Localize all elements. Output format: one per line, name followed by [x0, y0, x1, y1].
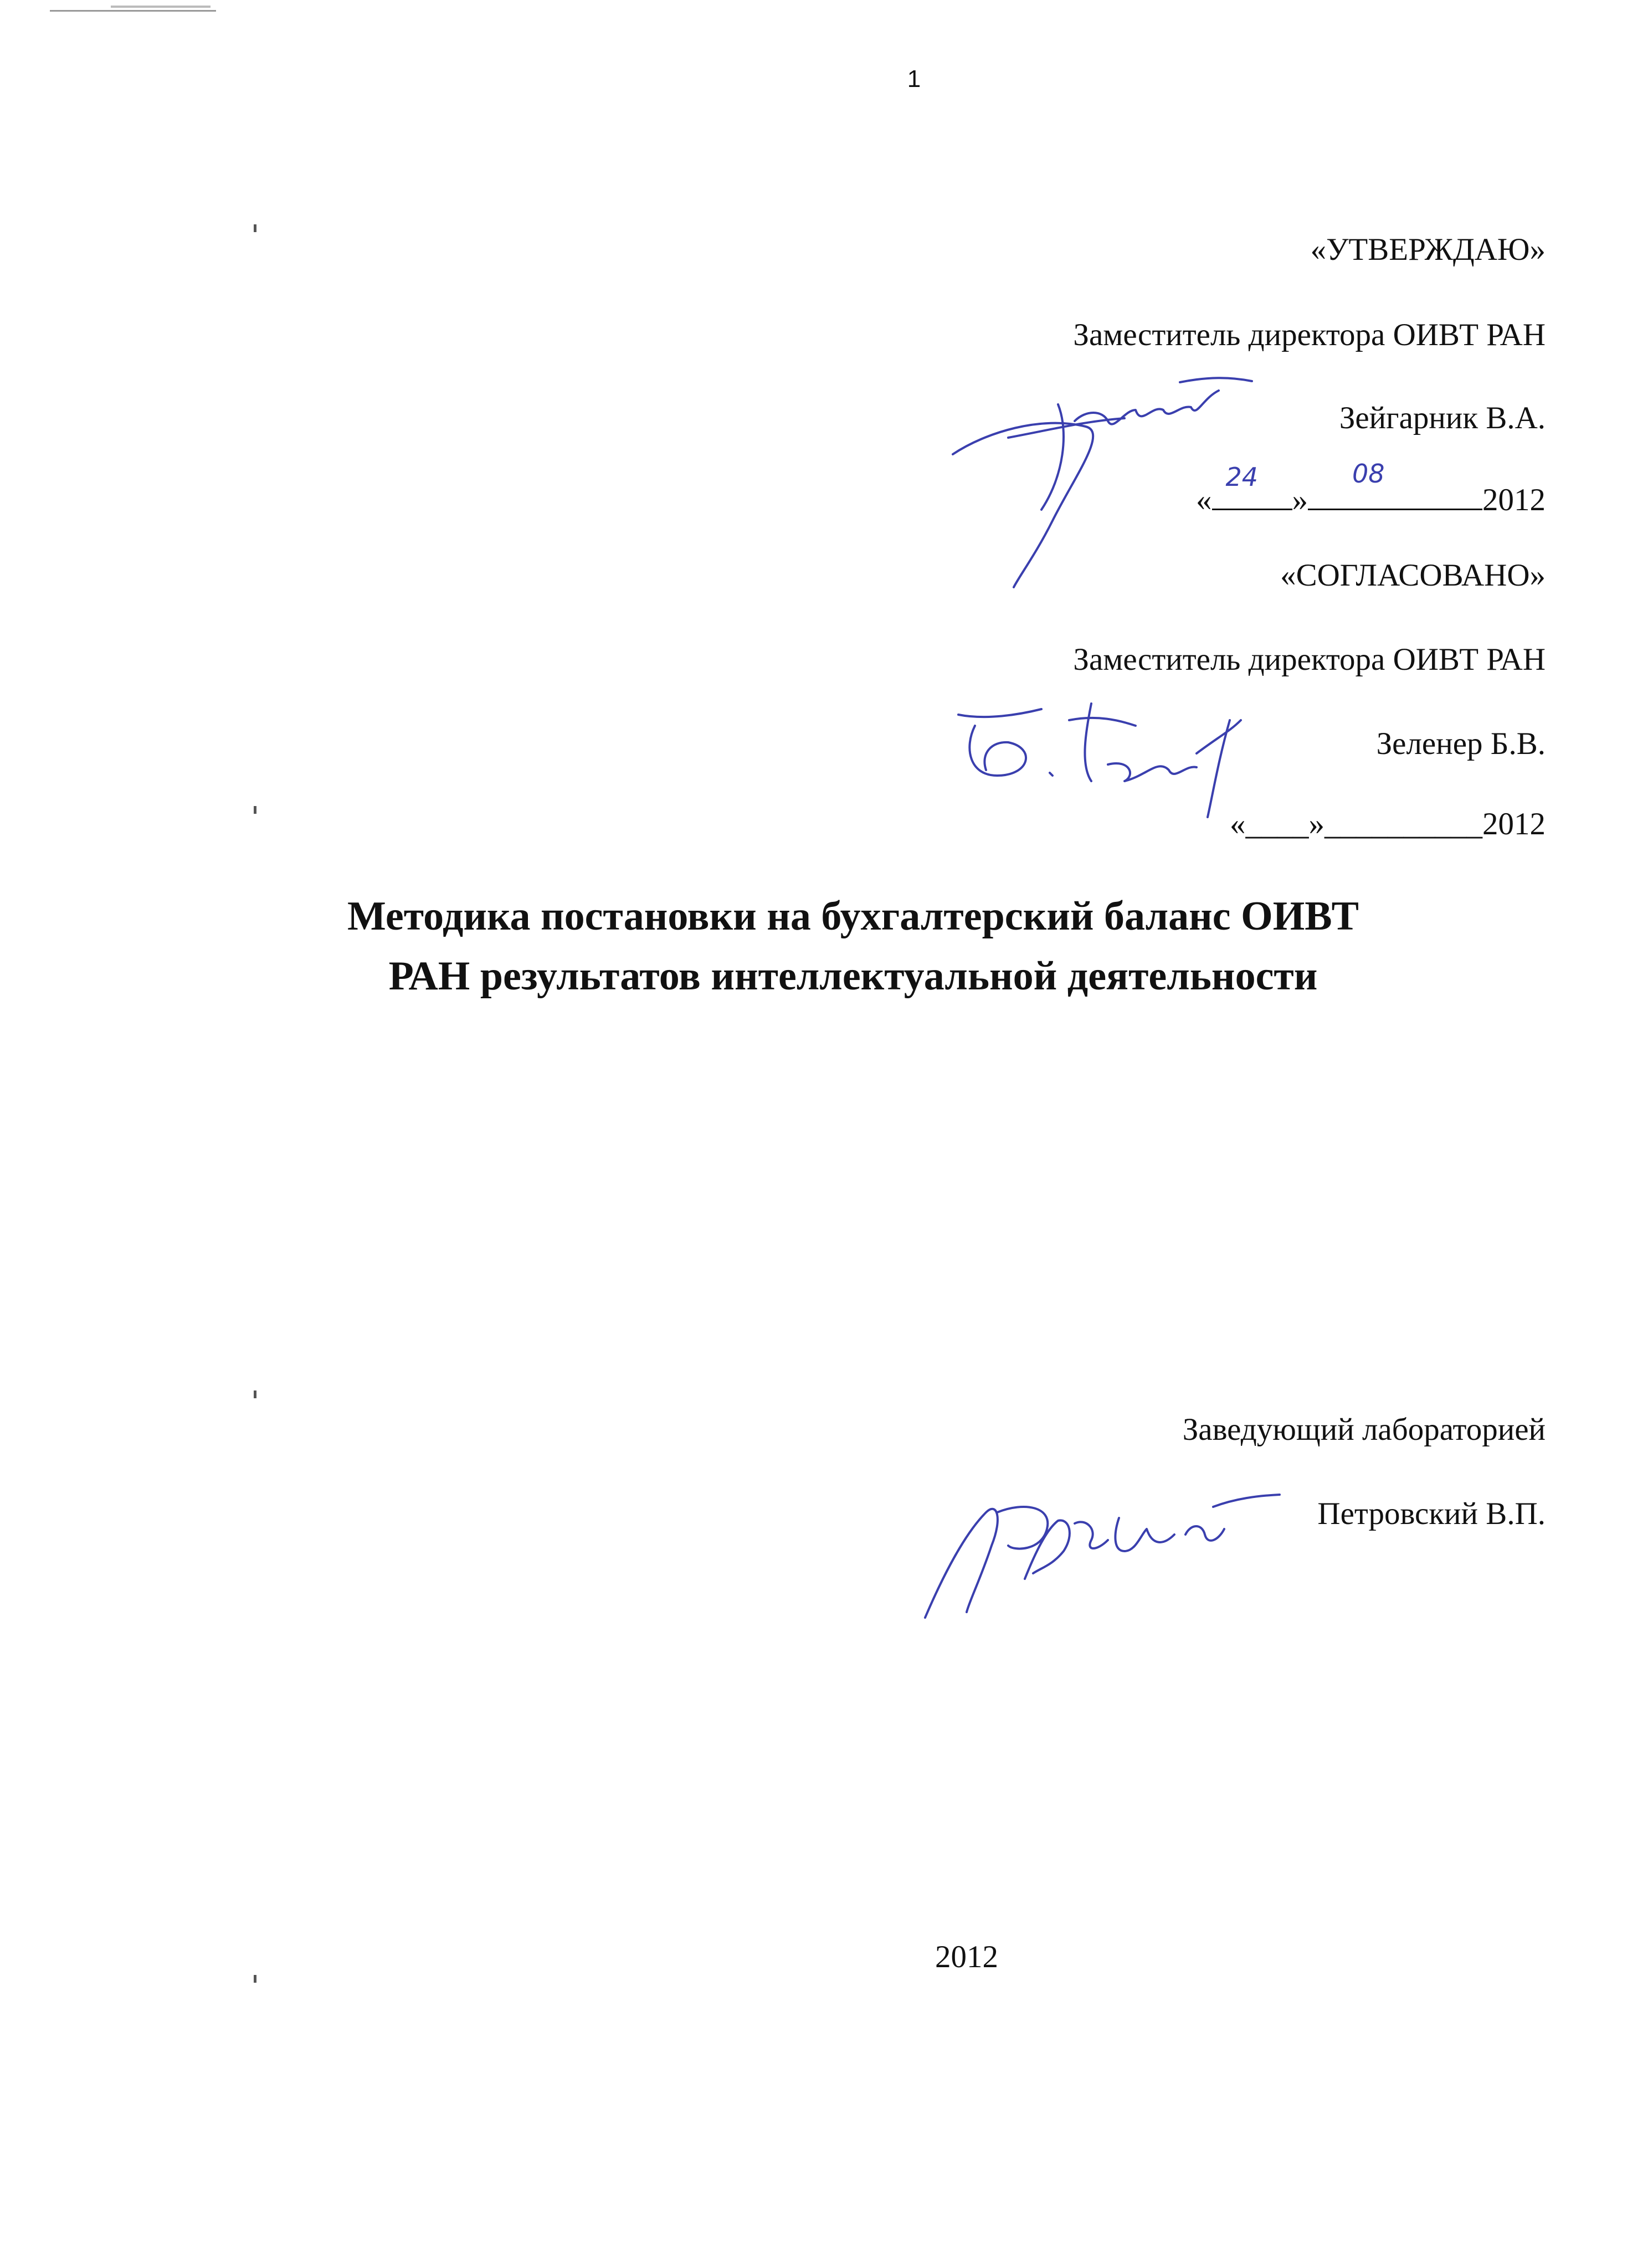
- approval-date: « 24 » 08 2012: [1196, 459, 1546, 517]
- scan-edge-mark: [50, 10, 216, 12]
- agreement-date: «____»__________2012: [1230, 807, 1546, 841]
- signature-zelener: [953, 698, 1263, 825]
- binding-mark: [254, 806, 256, 814]
- signature-petrovsky: [914, 1468, 1302, 1623]
- document-title: [244, 886, 1462, 1006]
- document-year: 2012: [935, 1939, 998, 1974]
- author-name: Петровский В.П.: [1317, 1496, 1546, 1531]
- page-number: 1: [907, 65, 921, 93]
- signature-zeygarnik: [942, 366, 1274, 598]
- agreement-heading: «СОГЛАСОВАНО»: [1280, 558, 1546, 593]
- agreement-position: Заместитель директора ОИВТ РАН: [1073, 642, 1546, 677]
- approval-heading: «УТВЕРЖДАЮ»: [1310, 232, 1546, 267]
- approval-position: Заместитель директора ОИВТ РАН: [1073, 317, 1546, 352]
- date-month-handwritten: 08: [1352, 459, 1385, 489]
- binding-mark: [254, 1390, 256, 1398]
- binding-mark: [254, 1975, 256, 1983]
- approval-name: Зейгарник В.А.: [1339, 401, 1546, 435]
- agreement-name: Зеленер Б.В.: [1376, 726, 1546, 761]
- title-line-1: Методика постановки на бухгалтерский баланс ОИВТ: [347, 894, 1359, 939]
- scan-edge-mark: [111, 6, 211, 8]
- title-line-2: РАН результатов интеллектуальной деятельности: [388, 953, 1318, 999]
- date-day-handwritten: 24: [1225, 462, 1259, 492]
- author-position: Заведующий лабораторией: [1182, 1412, 1546, 1447]
- binding-mark: [254, 224, 256, 232]
